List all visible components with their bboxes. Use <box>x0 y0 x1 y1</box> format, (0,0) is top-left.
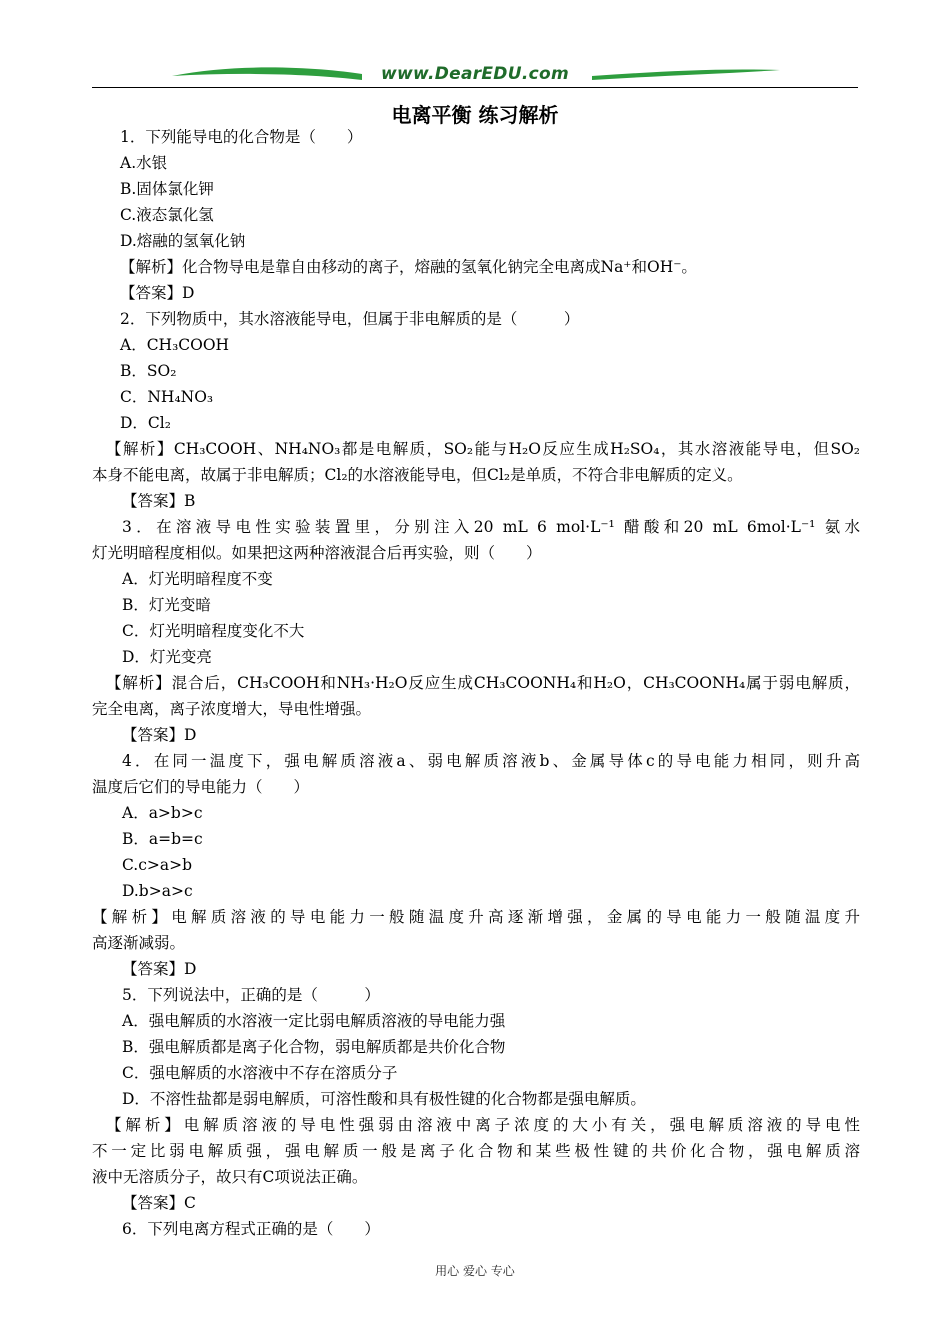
header-rule <box>92 87 858 88</box>
text-line: 【解析】电解质溶液的导电能力一般随温度升高逐渐增强，金属的导电能力一般随温度升 <box>92 908 860 926</box>
text-line: 【答案】D <box>120 284 195 302</box>
text-line: 【解析】化合物导电是靠自由移动的离子，熔融的氢氧化钠完全电离成Na⁺和OH⁻。 <box>120 258 697 276</box>
text-line: 1．下列能导电的化合物是（ ） <box>120 128 363 146</box>
text-line: 【答案】D <box>122 726 197 744</box>
text-line: 【答案】B <box>122 492 196 510</box>
document-body <box>92 124 860 1242</box>
text-line: A．CH₃COOH <box>120 336 230 354</box>
text-line: C．强电解质的水溶液中不存在溶质分子 <box>122 1064 398 1082</box>
text-line: 液中无溶质分子，故只有C项说法正确。 <box>92 1168 368 1186</box>
text-line: 本身不能电离，故属于非电解质；Cl₂的水溶液能导电，但Cl₂是单质，不符合非电解质的定义。 <box>92 466 743 484</box>
text-line: 【解析】CH₃COOH、NH₄NO₃都是电解质，SO₂能与H₂O反应生成H₂SO₄，其水溶液能导电，但SO₂ <box>106 440 860 458</box>
text-line: A．灯光明暗程度不变 <box>122 570 273 588</box>
text-line: 【答案】C <box>122 1194 196 1212</box>
text-line: 6．下列电离方程式正确的是（ ） <box>122 1220 380 1238</box>
text-line: 2．下列物质中，其水溶液能导电，但属于非电解质的是（ ） <box>120 310 580 328</box>
text-line: B．SO₂ <box>120 362 177 380</box>
text-line: A．强电解质的水溶液一定比弱电解质溶液的导电能力强 <box>122 1012 506 1030</box>
text-line: C．灯光明暗程度变化不大 <box>122 622 305 640</box>
text-line: B．灯光变暗 <box>122 596 211 614</box>
text-line: C.c>a>b <box>122 856 193 874</box>
text-line: 5．下列说法中，正确的是（ ） <box>122 986 380 1004</box>
text-line: B．强电解质都是离子化合物，弱电解质都是共价化合物 <box>122 1038 506 1056</box>
text-line: D．灯光变亮 <box>122 648 212 666</box>
text-line: D．Cl₂ <box>120 414 171 432</box>
text-line: 【解析】混合后，CH₃COOH和NH₃·H₂O反应生成CH₃COONH₄和H₂O，CH₃COONH₄属于弱电解质， <box>106 674 860 692</box>
text-line: 【答案】D <box>122 960 197 978</box>
text-line: 灯光明暗程度相似。如果把这两种溶液混合后再实验，则（ ） <box>92 544 542 562</box>
text-line: C.液态氯化氢 <box>120 206 214 224</box>
text-line: 完全电离，离子浓度增大，导电性增强。 <box>92 700 372 718</box>
text-line: 【解析】电解质溶液的导电性强弱由溶液中离子浓度的大小有关，强电解质溶液的导电性 <box>106 1116 860 1134</box>
text-line: A.水银 <box>120 154 168 172</box>
text-line: 不一定比弱电解质强，强电解质一般是离子化合物和某些极性键的共价化合物，强电解质溶 <box>92 1142 860 1160</box>
text-line: C．NH₄NO₃ <box>120 388 214 406</box>
text-line: D.熔融的氢氧化钠 <box>120 232 246 250</box>
text-line: B．a=b=c <box>122 830 203 848</box>
text-line: D．不溶性盐都是弱电解质，可溶性酸和具有极性键的化合物都是强电解质。 <box>122 1090 646 1108</box>
text-line: 4．在同一温度下，强电解质溶液a、弱电解质溶液b、金属导体c的导电能力相同，则升高 <box>122 752 860 770</box>
text-line: 温度后它们的导电能力（ ） <box>92 778 310 796</box>
page-footer: 用心 爱心 专心 <box>435 1264 515 1278</box>
text-line: A．a>b>c <box>122 804 203 822</box>
text-line: D.b>a>c <box>122 882 193 900</box>
site-logo-text: www.DearEDU.com <box>381 64 569 84</box>
text-line: 高逐渐减弱。 <box>92 934 186 952</box>
text-line: 3．在溶液导电性实验装置里，分别注入20 mL 6 mol·L⁻¹ 醋酸和20 mL 6mol·L⁻¹ 氨水 <box>122 518 860 536</box>
text-line: B.固体氯化钾 <box>120 180 214 198</box>
page-title: 电离平衡 练习解析 <box>391 103 559 127</box>
